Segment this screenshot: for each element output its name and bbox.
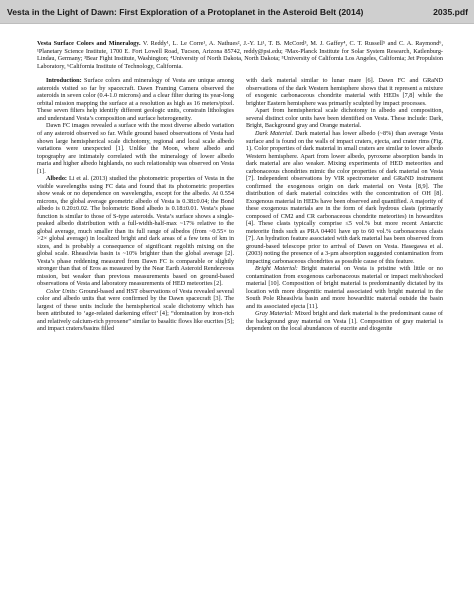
section-heading: Albedo: [46, 175, 67, 183]
right-column [246, 77, 443, 333]
paper-content [37, 40, 443, 333]
paragraph [246, 130, 443, 265]
paragraph-text: with dark material similar to lunar mare [6]. Dawn FC and GRaND observations of the dark Western hemisphere shows that it represent a mixture of exogenic carbonaceous chondrite material with HEDs [7,8] while the brighter Eastern hemisphere was primarily sculpted by impact processes. [246, 77, 443, 107]
section-heading: Dark Material. [255, 129, 294, 137]
left-column [37, 77, 234, 333]
paper-title: Vesta Surface Colors and Mineralogy. [37, 40, 141, 47]
section-heading: Introduction: [46, 77, 82, 85]
section-heading: Bright Material: [255, 265, 298, 273]
paragraph-text: Ground-based and HST observations of Vesta revealed several color and albedo units that were confirmed by the Dawn spacecraft [3]. The largest of these units include the hemispherical scale dichotomy which has been attributed to ‘age-related darkening effect’ [4]; “domination by iron-rich and relatively calcium-rich pyroxene” similar to basaltic flows like eucrites [5]; and impact craters/basins filled [37, 287, 234, 333]
document-title: Vesta in the Light of Dawn: First Exploration of a Protoplanet in the Asteroid Belt (2014) [7, 6, 364, 17]
two-column-body [37, 77, 443, 333]
viewer-title-bar [0, 0, 474, 24]
section-heading: Gray Material: [255, 310, 294, 318]
paragraph-text: Mixed bright and dark material is the predominant cause of the background gray material on Vesta [1]. Composition of gray material is dependent on the local abundances of eucrite and diogenite [246, 310, 443, 333]
paragraph [37, 77, 234, 122]
paragraph-text: Li et al. (2013) studied the photometric properties of Vesta in the visible wavelengths using FC data and found that its photometric properties show weak or no dependence on wavelengths, except for the albedo. At 0.554 microns, the global average geometric albedo of Vesta is 0.38±0.04; the Bond albedo is 0.20±0.02. The bolometric Bond albedo is 0.18±0.01. Vesta’s phase function is similar to those of S-type asteroids. Vesta’s surface shows a single-peaked albedo distribution with a full-width-half-max ~17% relative to the global average, much smaller than its full range of albedos (from ~0.55× to >2× global average) in localized bright and dark areas of a few tens of km in sizes, and is probably a consequence of significant regolith mixing on the global scale. Rheasilvia basin is ~10% brighter than the global average [2]. Vesta’s phase reddening measured from Dawn FC is comparable or slightly stronger than that of Eros as measured by the Near Earth Asteroid Rendezvous mission, but weaker than previous measurements based on ground-based observations of Vesta and laboratory measurements of HED meteorites [2]. [37, 175, 234, 288]
paragraph-text: Dawn FC images revealed a surface with the most diverse albedo variation of any asteroid observed so far. While ground based observations of Vesta had shown large hemispherical scale dichotomy, regional and local scale albedo variations were unexpected [1]. Unlike the Moon, where albedo and topography are intimately correlated with the mineralogy of lower albedo maria and higher albedo highlands, no such relationship was observed on Vesta [1]. [37, 122, 234, 175]
section-heading: Color Units: [46, 287, 78, 295]
file-name-label: 2035.pdf [433, 6, 468, 17]
paragraph [37, 122, 234, 175]
paragraph-text: Dark material has lower albedo (~8%) than average Vesta surface and is found on the walls of impact craters, ejecta, and crater rims (Fig. 1). Color properties of dark material in small craters are similar to lower albedo Western hemisphere. Apart from lower albedo, pyroxene absorption bands in dark material are also weaker. Mixing experiments of HED meteorites and carbonaceous chondrites mimic the color properties of dark material on Vesta [7]. Independent observations by VIR spectrometer and GRaND instrument confirmed the exogenous origin on dark material on Vesta [8,9]. The distribution of dark material coincides with the concentration of OH [8]. Exogenous material in HEDs have been observed and quantified. A majority of these exogenous materials are in the form of dark hydrous clasts (primarily composed of CM2 and CR carbonaceous chondrite meteorites) in howardites [4]. These clasts typically comprise ≤5 vol.% but more recent Antarctic meteorite finds such as PRA 04401 have up to 60 vol.% carbonaceous clasts [7]. An hydration feature associated with dark material has been observed from ground-based telescope prior to arrival of Dawn on Vesta. Hasegawa et al. (2003) noting the presence of a 3-µm absorption suggested contamination from impacting carbonaceous chondrites as possible cause of this feature. [246, 129, 443, 265]
paragraph [246, 77, 443, 107]
paragraph-text: Surface colors and mineralogy of Vesta are unique among asteroids visited so far by spacecraft. Dawn Framing Camera observed the asteroids in seven color (0.4-1.0 microns) and a clear filter during its year-long orbital mission mapping the surface at a resolution as high as 16 meters/pixel. These seven filters help identify different geologic units, constrain lithologies and understand Vesta’s composition and surface heterogeneity. [37, 77, 234, 122]
paragraph-text: Bright material on Vesta is pristine with little or no contamination from exogenous carbonaceous material or impact melt/shocked material [10]. Composition of bright material is predominantly dictated by its location with more diogenitic material associated with bright material in the South Pole Rheasilvia basin and more howarditic material outside the basin and its associated ejecta [11]. [246, 265, 443, 310]
paragraph [246, 265, 443, 310]
paragraph [246, 107, 443, 130]
paragraph [37, 175, 234, 288]
paragraph [37, 288, 234, 333]
paper-header [37, 40, 443, 70]
paragraph [246, 310, 443, 333]
authors-affiliations: V. Reddy¹, L. Le Corre¹, A. Nathues², J.-Y. Li¹, T. B. McCord³, M. J. Gaffey⁴, C. T. Russell⁵ and C. A. Raymond⁶, ¹Planetary Science Institute, 1700 E. Fort Lowell Road, Tucson, Arizona 85742, reddy@psi.edu; ²Max-Planck Institute for Solar System Research, Katlenburg-Lindau, Germany; ³Bear Fight Institute, Washington; ⁴University of North Dakota, North Dakota; ⁵University of California Los Angeles, California; Jet Propulsion Laboratory, ⁶California Institute of Technology, California. [37, 40, 443, 70]
paragraph-text: Apart from hemispherical scale dichotomy in albedo and composition, several distinct color units have been identified on Vesta. These include: Dark, Bright, Background gray and Orange material. [246, 107, 443, 130]
